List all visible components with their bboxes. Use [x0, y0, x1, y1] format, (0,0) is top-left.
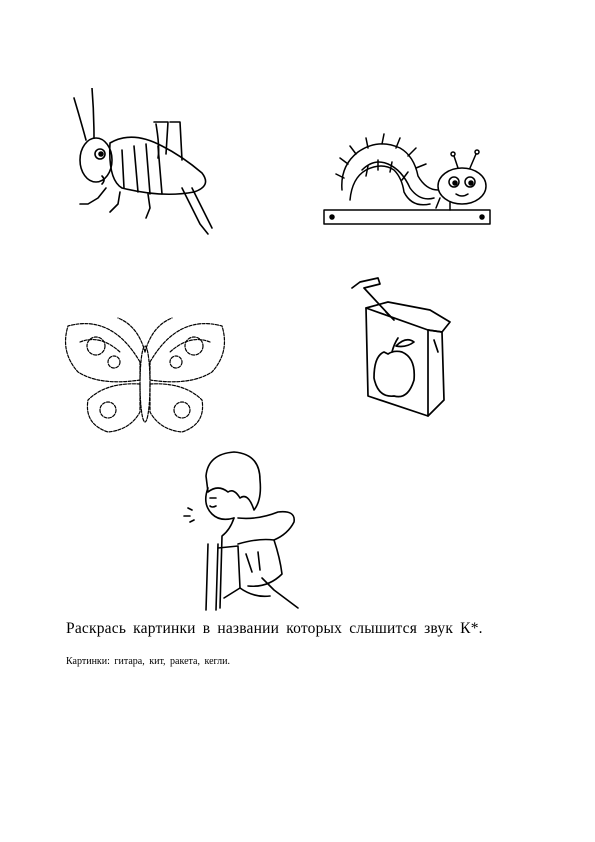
caterpillar-drawing: [322, 118, 492, 228]
sneezing-girl-drawing: [178, 448, 308, 613]
pictures-note: [66, 656, 230, 667]
note-label: Картинки:: [66, 656, 110, 667]
grasshopper-drawing: [62, 88, 227, 238]
note-items: гитара, кит, ракета, кегли.: [114, 656, 230, 667]
instruction-text: Раскрась картинки в названии которых слышится звук К*.: [66, 620, 483, 637]
butterfly-drawing: [60, 312, 230, 437]
juice-box-drawing: [350, 276, 455, 426]
